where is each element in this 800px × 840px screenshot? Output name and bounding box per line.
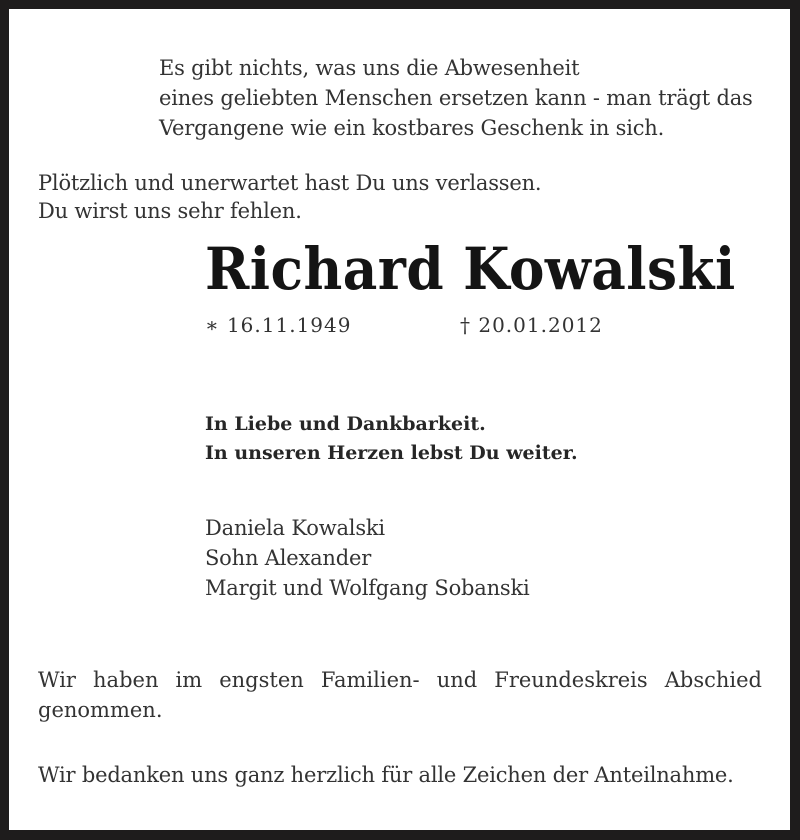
birth-date bbox=[205, 311, 351, 339]
dedication-line: In Liebe und Dankbarkeit. bbox=[205, 413, 486, 435]
poem-line: eines geliebten Menschen ersetzen kann - man trägt das bbox=[159, 86, 753, 110]
deceased-name: Richard Kowalski bbox=[205, 235, 736, 303]
death-cross-icon: † bbox=[460, 313, 471, 337]
poem-line: Vergangene wie ein kostbares Geschenk in sich. bbox=[159, 116, 665, 140]
poem-line: Es gibt nichts, was uns die Abwesenheit bbox=[159, 56, 580, 80]
mourner-name: Daniela Kowalski bbox=[205, 516, 385, 540]
intro-line: Plötzlich und unerwartet hast Du uns verlassen. bbox=[38, 171, 542, 195]
mourner-name: Margit und Wolfgang Sobanski bbox=[205, 576, 530, 600]
farewell-line: genommen. bbox=[38, 698, 163, 722]
birth-date-value: 16.11.1949 bbox=[226, 313, 352, 337]
death-date bbox=[460, 311, 603, 339]
death-date-value: 20.01.2012 bbox=[478, 313, 603, 337]
birth-star-icon: ∗ bbox=[205, 313, 220, 337]
thanks-line: Wir bedanken uns ganz herzlich für alle Zeichen der Anteilnahme. bbox=[38, 763, 734, 787]
intro-line: Du wirst uns sehr fehlen. bbox=[38, 199, 302, 223]
mourner-name: Sohn Alexander bbox=[205, 546, 372, 570]
farewell-line: Wir haben im engsten Familien- und Freundeskreis Abschied bbox=[38, 668, 762, 692]
dedication-line: In unseren Herzen lebst Du weiter. bbox=[205, 442, 578, 464]
farewell-paragraph bbox=[38, 665, 762, 725]
